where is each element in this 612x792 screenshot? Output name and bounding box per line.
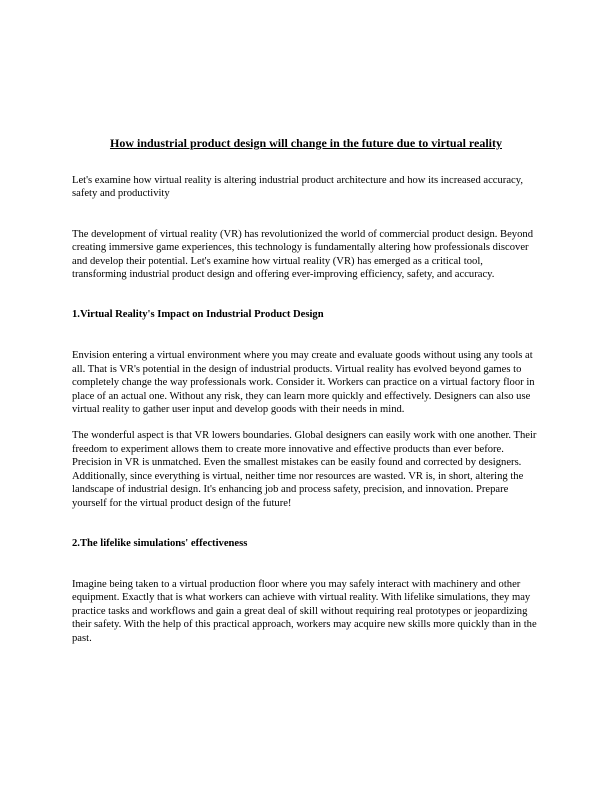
document-page <box>72 136 540 645</box>
section-2-paragraph-1: Imagine being taken to a virtual production floor where you may safely interact with machinery and other equipment. Exactly that is what workers can achieve with virtual reality. With lifelike simulations, they may practice tasks and workflows and gain a great deal of skill without requiring real prototypes or jeopardizing their safety. With the help of this practical approach, workers may acquire new skills more quickly than in the past. <box>72 578 537 644</box>
document-subtitle: Let's examine how virtual reality is altering industrial product architecture and how its increased accuracy, safety and productivity <box>72 175 523 200</box>
section-2-heading: 2.The lifelike simulations' effectiveness <box>72 537 248 549</box>
section-1-heading: 1.Virtual Reality's Impact on Industrial Product Design <box>72 309 324 321</box>
section-1-paragraph-2: The wonderful aspect is that VR lowers boundaries. Global designers can easily work with one another. Their freedom to experiment allows them to create more innovative and effective products than ever before. Precision in VR is unmatched. Even the smallest mistakes can be easily found and corrected by designers. Additionally, since everything is virtual, neither time nor resources are wasted. VR is, in short, altering the landscape of industrial design. It's enhancing job and process safety, precision, and innovation. Prepare yourself for the virtual product design of the future! <box>72 430 537 509</box>
document-title: How industrial product design will change in the future due to virtual reality <box>109 136 503 150</box>
intro-paragraph: The development of virtual reality (VR) has revolutionized the world of commercial product design. Beyond creating immersive game experiences, this technology is fundamentally altering how professionals discover and develop their potential. Let's examine how virtual reality (VR) has emerged as a critical tool, transforming industrial product design and offering ever-improving efficiency, safety, and accuracy. <box>72 228 533 281</box>
section-1-paragraph-1: Envision entering a virtual environment where you may create and evaluate goods without using any tools at all. That is VR's potential in the design of industrial products. Virtual reality has evolved beyond games to completely change the way professionals work. Consider it. Workers can practice on a virtual factory floor in place of an actual one. Without any risk, they can learn more quickly and effectively. Designers can also use virtual reality to gather user input and develop goods with their needs in mind. <box>72 350 535 416</box>
